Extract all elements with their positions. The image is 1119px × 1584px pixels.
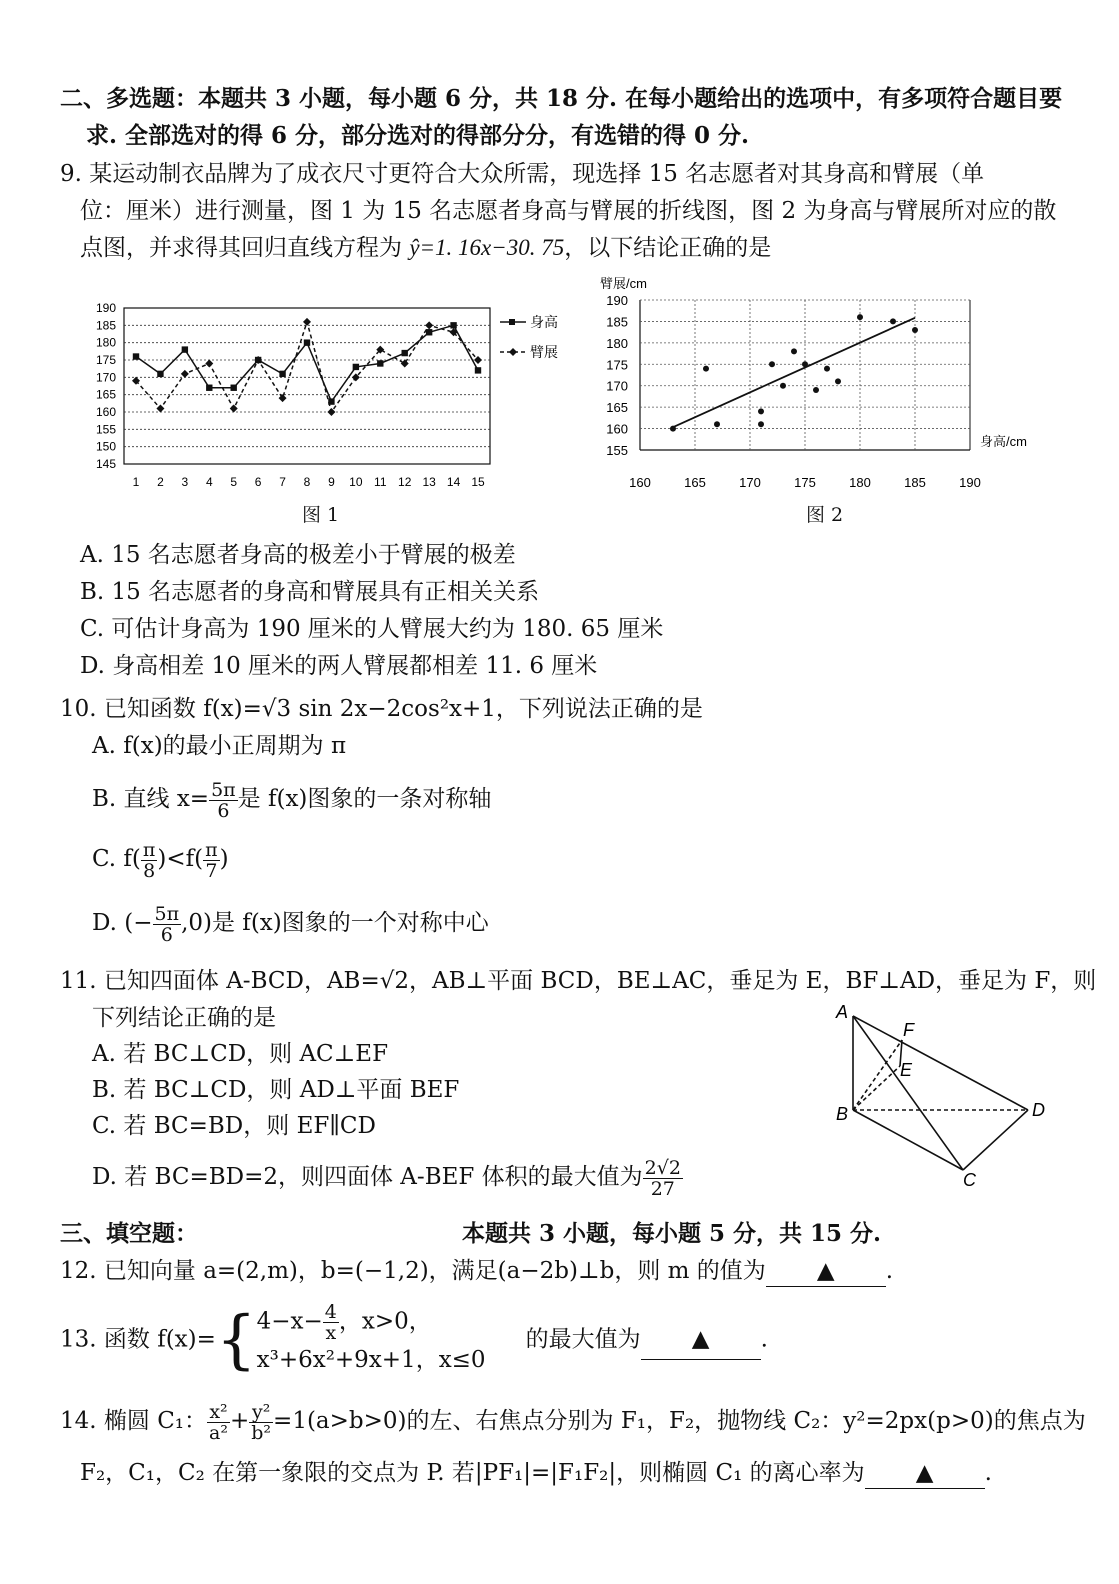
frac-den: 27	[650, 1177, 675, 1200]
chart1-x-tick-label: 9	[328, 475, 335, 489]
chart1-y-tick-label: 165	[95, 387, 116, 402]
chart1-point-series1	[206, 385, 212, 391]
chart1-point-series1	[377, 360, 383, 366]
q12-text: 12. 已知向量 a=(2,m)，b=(−1,2)，满足(a−2b)⊥b，则 m 的值为	[60, 1258, 766, 1284]
chart1-y-tick-label: 190	[95, 301, 116, 315]
chart2-y-tick-label: 165	[606, 400, 628, 416]
q11-line2: 下列结论正确的是	[92, 1005, 276, 1031]
chart1-point-series1	[231, 385, 237, 391]
chart1-plot-frame	[124, 308, 490, 464]
chart1-y-tick-label: 170	[95, 370, 116, 385]
q13-case1-frac	[323, 1302, 339, 1343]
q10-optc-frac2	[203, 840, 220, 881]
chart2-y-tick-label: 185	[606, 314, 628, 330]
chart1-x-tick-label: 15	[471, 475, 485, 489]
chart2-y-tick-label: 170	[606, 378, 628, 394]
label-c: C	[963, 1170, 976, 1190]
chart1-x-tick-label: 6	[254, 475, 262, 489]
chart1-point-series1	[279, 371, 285, 377]
tetrahedron-figure	[830, 1000, 1060, 1190]
frac-num: 4	[324, 1301, 337, 1323]
q9-line2: 位：厘米）进行测量，图 1 为 15 名志愿者身高与臂展的折线图，图 2 为身高与臂展所对应的散	[80, 198, 1057, 224]
label-a: A	[836, 1002, 849, 1022]
q13-brace: {	[215, 1302, 257, 1377]
q13-answer-blank: ▲	[641, 1319, 761, 1360]
chart2-data-point	[703, 366, 709, 372]
q13-end: .	[760, 1326, 768, 1353]
chart2-y-axis-label: 臂展/cm	[600, 276, 647, 291]
q10-stem: 10. 已知函数 f(x)=√3 sin 2x−2cos²x+1，下列说法正确的是	[60, 696, 703, 722]
q14-frac2	[249, 1402, 273, 1443]
chart1-legend-marker	[509, 319, 515, 325]
chart2-regression-line	[673, 318, 915, 427]
q14-line2	[80, 1458, 992, 1489]
chart1-point-series1	[133, 353, 139, 359]
chart2-data-point	[802, 361, 808, 367]
chart1-x-tick-label: 11	[374, 475, 387, 489]
chart1-y-tick-label: 155	[95, 422, 116, 437]
label-e: E	[900, 1060, 913, 1080]
q10-option-d	[92, 902, 489, 945]
q10-optb-frac	[209, 780, 238, 821]
label-f: F	[903, 1020, 914, 1040]
q9-line3	[80, 233, 771, 263]
frac-num: y²	[249, 1402, 273, 1423]
chart1-point-series1	[475, 367, 481, 373]
chart2-y-tick-label: 160	[606, 421, 628, 437]
chart2-x-tick-label: 180	[849, 475, 871, 490]
chart1-point-series1	[402, 350, 408, 356]
chart2-data-point	[912, 327, 918, 333]
chart2-data-point	[670, 426, 676, 432]
chart1-point-series2	[156, 405, 164, 413]
q14-line1-post: =1(a>b>0)的左、右焦点分别为 F₁，F₂，抛物线 C₂：y²=2px(p>0)的焦点为	[273, 1408, 1086, 1434]
chart1-x-tick-label: 10	[349, 475, 363, 489]
q9-option-a: A. 15 名志愿者身高的极差小于臂展的极差	[80, 542, 516, 568]
chart2-data-point	[758, 421, 764, 427]
chart1-legend-label: 身高	[530, 314, 558, 330]
chart2-x-tick-label: 185	[904, 475, 926, 490]
chart2-data-point	[835, 378, 841, 384]
q10-optc-pre: C. f(	[92, 846, 141, 872]
q13-case1-pre: 4−x−	[256, 1308, 323, 1335]
q9-option-d: D. 身高相差 10 厘米的两人臂展都相差 11. 6 厘米	[80, 653, 598, 679]
label-d: D	[1032, 1100, 1045, 1120]
section2-line2: 求. 全部选对的得 6 分，部分选对的得部分分，有选错的得 0 分.	[86, 122, 750, 149]
chart1-y-tick-label: 160	[95, 405, 116, 419]
q11-optd-frac	[643, 1158, 683, 1199]
chart2-data-point	[824, 366, 830, 372]
chart2-y-tick-label: 180	[606, 335, 628, 351]
chart1-point-series2	[205, 359, 213, 367]
chart1-x-tick-label: 2	[157, 475, 164, 489]
q9-line3-pre: 点图，并求得其回归直线方程为	[80, 235, 410, 261]
chart1-point-series1	[304, 339, 310, 345]
chart2-x-tick-label: 175	[794, 475, 816, 490]
chart1-point-series1	[182, 346, 188, 352]
q10-optd-post: ,0)是 f(x)图象的一个对称中心	[181, 910, 489, 936]
chart2-y-tick-label: 155	[606, 443, 628, 458]
q14-line1-pre: 14. 椭圆 C₁：	[60, 1408, 208, 1434]
section2-line1: 二、多选题：本题共 3 小题，每小题 6 分，共 18 分. 在每小题给出的选项中，有多项符合题目要	[60, 85, 1063, 112]
chart2-data-point	[758, 408, 764, 414]
chart1-x-tick-label: 1	[132, 475, 140, 489]
q10-optc-mid: )<f(	[157, 846, 204, 872]
chart2-data-point	[813, 387, 819, 393]
chart1-x-tick-label: 3	[181, 475, 189, 489]
figure2-scatter-chart	[590, 270, 1070, 495]
frac-den: 8	[143, 859, 156, 882]
chart1-point-series2	[401, 359, 409, 367]
frac-den: 7	[205, 859, 218, 882]
chart1-x-tick-label: 14	[446, 475, 461, 489]
chart1-legend-label: 臂展	[530, 344, 558, 360]
q13-cases	[257, 1302, 486, 1377]
chart1-x-tick-label: 12	[398, 475, 412, 489]
chart1-x-tick-label: 5	[230, 475, 238, 489]
chart1-x-tick-label: 13	[422, 475, 436, 489]
q14-frac1	[207, 1402, 230, 1443]
q13-pre: 13. 函数 f(x)=	[60, 1326, 216, 1353]
chart1-series-line-1	[136, 325, 478, 401]
chart2-data-point	[769, 361, 775, 367]
chart1-point-series2	[474, 356, 482, 364]
q11-option-d	[92, 1156, 683, 1199]
chart2-y-tick-label: 175	[606, 357, 628, 373]
q11-optd-pre: D. 若 BC=BD=2，则四面体 A-BEF 体积的最大值为	[92, 1164, 643, 1190]
q9-line1: 9. 某运动制衣品牌为了成衣尺寸更符合大众所需，现选择 15 名志愿者对其身高和臂展（单	[60, 161, 985, 187]
q10-optb-post: 是 f(x)图象的一条对称轴	[237, 786, 492, 812]
q11-option-a: A. 若 BC⊥CD，则 AC⊥EF	[92, 1041, 389, 1067]
q9-regression-equation: ŷ=1. 16x−30. 75	[409, 235, 565, 260]
chart2-y-tick-label: 190	[606, 293, 628, 308]
chart1-point-series2	[181, 370, 189, 378]
chart1-point-series1	[353, 364, 359, 370]
q14-line1	[60, 1400, 1086, 1443]
chart2-x-axis-label: 身高/cm	[980, 434, 1027, 449]
q9-line3-post: ，以下结论正确的是	[564, 235, 772, 261]
chart2-data-point	[780, 383, 786, 389]
q13-case2: x³+6x²+9x+1，x≤0	[256, 1347, 486, 1373]
q10-optc-frac1	[141, 840, 158, 881]
q9-option-b: B. 15 名志愿者的身高和臂展具有正相关关系	[80, 579, 540, 605]
q13-post: 的最大值为	[525, 1326, 641, 1353]
frac-num: x²	[207, 1402, 230, 1423]
chart2-x-tick-label: 190	[959, 475, 981, 490]
frac-den: 6	[160, 923, 173, 946]
edge-bc	[853, 1110, 963, 1170]
chart1-point-series2	[303, 318, 311, 326]
chart1-y-tick-label: 185	[95, 318, 116, 333]
label-b: B	[836, 1104, 849, 1124]
edge-cd	[963, 1110, 1028, 1170]
chart2-data-point	[890, 318, 896, 324]
chart2-x-tick-label: 165	[684, 475, 706, 490]
q10-optb-pre: B. 直线 x=	[92, 786, 210, 812]
q10-option-a: A. f(x)的最小正周期为 π	[92, 733, 347, 759]
chart1-y-tick-label: 175	[95, 353, 116, 367]
figure1-line-chart	[80, 292, 580, 492]
q10-optd-pre: D. (−	[92, 910, 153, 936]
chart1-point-series2	[279, 394, 287, 402]
q14-end: .	[984, 1460, 992, 1486]
q11-line1: 11. 已知四面体 A-BCD，AB=√2，AB⊥平面 BCD，BE⊥AC，垂足为 E，BF⊥AD，垂足为 F，则	[60, 968, 1097, 994]
q10-optc-post: )	[219, 846, 229, 872]
figure1-caption: 图 1	[302, 504, 340, 526]
q12-answer-blank: ▲	[766, 1256, 886, 1287]
frac-num: 5π	[211, 778, 236, 801]
chart2-data-point	[714, 421, 720, 427]
q9-option-c: C. 可估计身高为 190 厘米的人臂展大约为 180. 65 厘米	[80, 616, 664, 642]
section3-desc: 本题共 3 小题，每小题 5 分，共 15 分.	[462, 1220, 882, 1247]
chart1-x-tick-label: 8	[303, 475, 311, 489]
chart1-y-tick-label: 145	[95, 457, 116, 471]
q13-case1-post: ，x>0，	[338, 1308, 432, 1335]
chart1-x-tick-label: 7	[279, 475, 286, 489]
q12-end: .	[885, 1258, 894, 1284]
frac-num: 2√2	[644, 1156, 681, 1179]
q10-option-c	[92, 838, 229, 881]
chart2-x-tick-label: 170	[739, 475, 761, 490]
q11-option-c: C. 若 BC=BD，则 EF∥CD	[92, 1113, 376, 1139]
chart1-point-series1	[450, 322, 456, 328]
q14-plus: +	[229, 1408, 250, 1434]
frac-num: π	[142, 838, 156, 861]
q13	[60, 1302, 768, 1377]
chart1-x-tick-label: 4	[205, 475, 213, 489]
frac-den: b²	[251, 1421, 272, 1444]
q14-line2-text: F₂，C₁，C₂ 在第一象限的交点为 P. 若|PF₁|=|F₁F₂|，则椭圆 C₁ 的离心率为	[80, 1460, 865, 1486]
q10-optd-frac	[153, 904, 182, 945]
frac-den: 6	[217, 799, 230, 822]
frac-num: π	[205, 838, 218, 861]
q11-option-b: B. 若 BC⊥CD，则 AD⊥平面 BEF	[92, 1077, 460, 1103]
chart1-legend-marker	[509, 348, 517, 356]
section3-title: 三、填空题：	[60, 1220, 198, 1247]
chart1-y-tick-label: 150	[95, 439, 116, 454]
chart2-data-point	[791, 348, 797, 354]
frac-den: x	[325, 1322, 337, 1344]
edge-ad	[853, 1016, 1028, 1110]
q12	[60, 1256, 893, 1287]
figure2-caption: 图 2	[806, 504, 844, 526]
chart2-data-point	[857, 314, 863, 320]
chart1-point-series1	[157, 371, 163, 377]
q13-case1	[257, 1302, 486, 1343]
chart1-point-series2	[425, 321, 433, 329]
q10-option-b	[92, 778, 491, 821]
chart1-point-series2	[230, 405, 238, 413]
chart2-x-tick-label: 160	[629, 475, 651, 490]
q14-answer-blank: ▲	[865, 1458, 985, 1489]
frac-num: 5π	[154, 902, 180, 925]
frac-den: a²	[209, 1421, 228, 1444]
chart1-y-tick-label: 180	[95, 335, 116, 350]
